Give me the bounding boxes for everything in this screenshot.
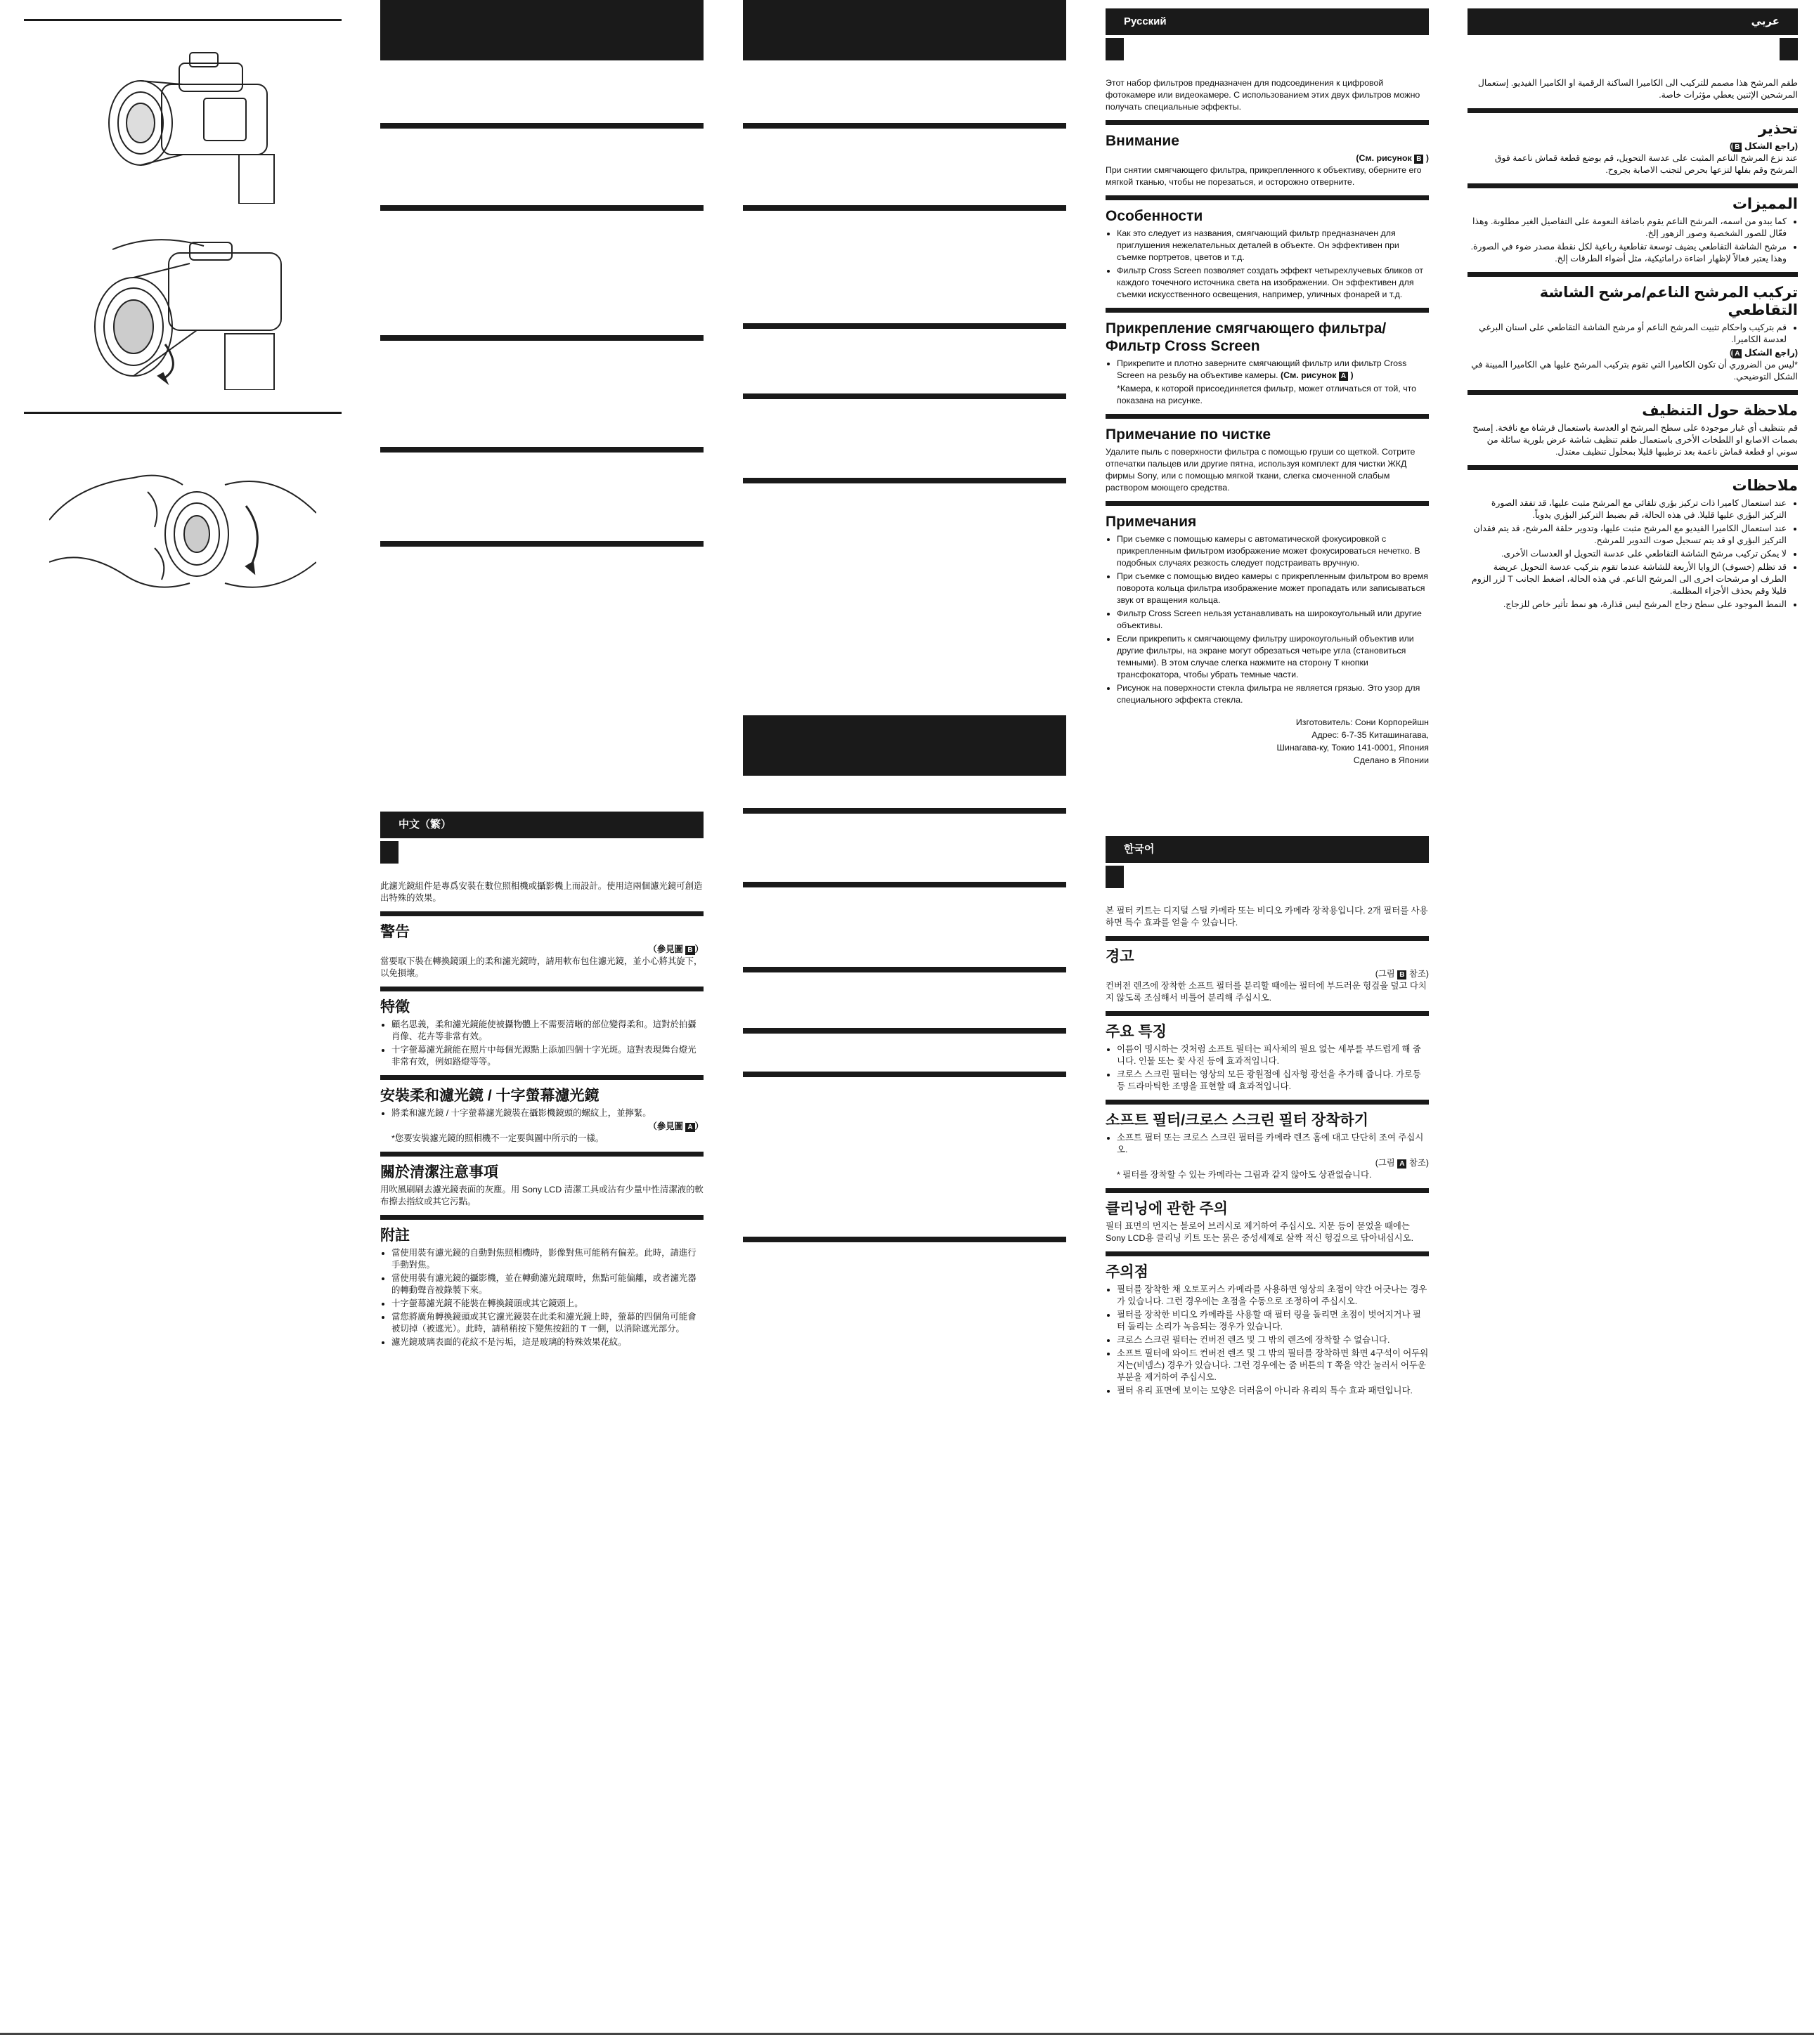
figure-a-box: A [1339,372,1348,381]
list-item: • 소프트 필터 또는 크로스 스크린 필터를 카메라 렌즈 홈에 대고 단단히 조여 주십시오. [1117,1132,1429,1156]
col2-section-rule-2 [380,205,704,211]
korean-cleaning-title: 클리닝에 관한 주의 [1106,1201,1228,1217]
russian-lang-tab [1106,38,1124,60]
chinese-lang-label: 中文（繁） [380,812,704,838]
arabic-section [1468,8,1798,612]
list-item: • عند استعمال كاميرا ذات تركيز بؤري تلقائي مع المرشح مثبت عليها، قد تفقد الصورة التركيز البؤري عليها قليلا. في هذه الحالة، قم بضبط التركيز البؤري يدوياً. [1468,497,1787,521]
list-item: • 當使用裝有濾光鏡的攝影機，並在轉動濾光鏡環時，焦點可能偏離，或者濾光器的轉動聲音被錄製下來。 [391,1272,704,1296]
russian-caution-text: При снятии смягчающего фильтра, прикрепленного к объективу, оберните его мягкой тканью, чтобы не порезаться, и осторожно отверните. [1106,165,1422,187]
ref-close: ） [694,944,704,954]
figure-a-box: A [1732,349,1742,358]
chinese-cleaning [380,1152,704,1208]
list-item: • عند استعمال الكاميرا الفيديو مع المرشح مثبت عليها، وتدوير حلقة المرشح، قد يتم فقدان التركيز البؤري او قد يتم تسجيل صوت التدوير للمرشح. [1468,523,1787,547]
col3-section-rule-4 [743,393,1066,399]
russian-notes-title: Примечания [1106,514,1197,530]
col3-lower-rule-2 [743,882,1066,887]
manufacturer-line: Сделано в Японии [1353,755,1429,765]
arabic-attach-title: تركيب المرشح الناعم/مرشح الشاشة التقاطعي [1539,285,1798,318]
col3-section-rule-2 [743,205,1066,211]
ref-text: (그림 [1375,1158,1395,1168]
korean-attach-note: * 필터를 장착할 수 있는 카메라는 그림과 같지 않아도 상관없습니다. [1117,1170,1372,1180]
col3-lower-rule-6 [743,1237,1066,1242]
list-item: • Фильтр Cross Screen нельзя устанавливать на широкоугольный или другие объективы. [1117,608,1429,632]
russian-lang-label: Русский [1106,8,1429,35]
russian-cleaning-text: Удалите пыль с поверхности фильтра с помощью груши со щеткой. Сотрите отпечатки пальцев или другие пятна, используя комплект для чистки ЖКД фирмы Sony, или с помощью мягкой ткани, слегка смоченной слабым раствором моющего средства. [1106,447,1415,493]
list-item: • مرشح الشاشة التقاطعي يضيف توسعة تقاطعية رباعية لكل نقطة مصدر ضوء في الصورة. وهذا يعتبر فعالاً لإظهار اضاءة دراماتيكية، مثل أضواء الطرقات إلخ. [1468,241,1787,265]
manufacturer-line: Изготовитель: Сони Корпорейшн [1295,717,1429,727]
chinese-cleaning-title: 關於清潔注意事項 [380,1164,498,1180]
arabic-cleaning [1468,390,1798,458]
russian-attach [1106,308,1429,407]
arabic-notes [1468,465,1798,611]
arabic-intro: طقم المرشح هذا مصمم للتركيب الى الكاميرا الساكنة الرقمية او الكاميرا الفيديو. إستعمال المرشحين الإثنين يعطي مؤثرات خاصة. [1477,78,1798,100]
ref-text: (그림 [1375,969,1395,979]
chinese-caution-ref [380,944,704,956]
russian-caution [1106,120,1429,188]
col3-section-rule-1 [743,123,1066,129]
mid-left-rule [24,412,342,414]
col2-section-rule-4 [380,447,704,453]
korean-caution-text: 컨버전 렌즈에 장착한 소프트 필터를 분리할 때에는 필터에 부드러운 헝겊을 덮고 다치지 않도록 조심해서 비틀어 분리해 주십시오. [1106,981,1427,1003]
list-item: • Рисунок на поверхности стекла фильтра не является грязью. Это узор для специального эффекта стекла. [1117,682,1429,706]
list-item: • 소프트 필터에 와이드 컨버전 렌즈 및 그 밖의 필터를 장착하면 화면 4구석이 어두워지는(비넴스) 경우가 있습니다. 그런 경우에는 줌 버튼의 T 쪽을 약간 눌러서 어두운 부분을 제거하여 주십시오. [1117,1348,1429,1384]
chinese-caution-title: 警告 [380,924,410,940]
russian-caution-ref: (См. рисунок B ) [1356,153,1429,163]
korean-lang-tab [1106,866,1124,888]
list-item: • 十字螢幕濾光鏡不能裝在轉換鏡頭或其它鏡頭上。 [391,1298,704,1310]
arabic-notes-title: ملاحظات [1732,478,1798,494]
col3-header-bar [743,0,1066,60]
ref-text: (راجع الشكل [1744,141,1798,151]
list-item: • 當您將廣角轉換鏡頭或其它濾光鏡裝在此柔和濾光鏡上時，螢幕的四個角可能會被切掉（被遮光）。此時，請稍稍按下變焦按鈕的 T 一側，以消除遮光部分。 [391,1311,704,1335]
russian-cleaning [1106,414,1429,494]
korean-cleaning [1106,1188,1429,1244]
arabic-cleaning-title: ملاحظة حول التنظيف [1642,403,1798,419]
korean-caution-ref [1106,968,1429,980]
ref-close: ） [694,1121,704,1131]
list-item: • 濾光鏡玻璃表面的花紋不是污垢，這是玻璃的特殊效果花紋。 [391,1336,704,1348]
chinese-caution-text: 當要取下裝在轉換鏡頭上的柔和濾光鏡時，請用軟布包住濾光鏡，並小心將其旋下，以免損壞。 [380,956,703,978]
russian-intro: Этот набор фильтров предназначен для подсоединения к цифровой фотокамере или видеокамере. С использованием этих двух фильтров можно получать специальные эффекты. [1106,78,1420,112]
arabic-attach [1468,272,1798,383]
russian-section [1106,8,1429,767]
arabic-caution-ref: (راجع الشكل B) [1730,141,1798,151]
list-item: • 十字螢幕濾光鏡能在照片中每個光源點上添加四個十字光斑。這對表現舞台燈光非常有效，例如路燈等等。 [391,1044,704,1068]
korean-lang-label: 한국어 [1106,836,1429,863]
list-item: • 크로스 스크린 필터는 컨버전 렌즈 및 그 밖의 렌즈에 장착할 수 없습니다. [1117,1334,1429,1346]
col3-lower-rule-5 [743,1072,1066,1077]
ref-text: (См. рисунок [1281,370,1337,380]
arabic-caution-title: تحذير [1758,121,1798,137]
list-item: • قم بتركيب واحكام تثبيت المرشح الناعم أو مرشح الشاشة التقاطعي على اسنان البرغي لعدسة الكاميرا. [1468,322,1787,346]
camera-filter-rotate-illustration [84,235,288,390]
chinese-lang-tab [380,841,399,864]
arabic-caution-text: عند نزع المرشح الناعم المثبت على عدسة التحويل، قم بوضع قطعة قماش ناعمة فوق المرشح وقم بفلها لتزعها بحرص لتجنب الاصابة بجروح. [1494,153,1798,175]
manufacturer-info [1106,716,1429,767]
col3-section-rule-5 [743,478,1066,483]
col2-section-rule-3 [380,335,704,341]
chinese-attach [380,1075,704,1145]
chinese-intro: 此濾光鏡組件是專爲安裝在數位照相機或攝影機上而設計。使用這兩個濾光鏡可創造出特殊的效果。 [380,881,703,903]
chinese-notes [380,1215,704,1348]
hands-removing-filter-illustration [49,443,316,604]
list-item: • Фильтр Cross Screen позволяет создать эффект четырехлучевых бликов от каждого точечного источника света на изображении. Он эффективен для съемки искусственного освещения, например, уличных фонарей и т.д. [1117,265,1429,301]
russian-features-title: Особенности [1106,208,1203,224]
arabic-caution [1468,108,1798,176]
figure-b-box: B [685,946,694,955]
korean-cleaning-text: 필터 표면의 먼지는 블로어 브러시로 제거하여 주십시오. 지문 등이 묻었을 때에는 Sony LCD용 클리닝 키트 또는 묽은 중성세제로 살짝 적신 헝겊으로 닦아내십시오. [1106,1221,1414,1243]
list-item: • Если прикрепить к смягчающему фильтру широкоугольный объектив или другие фильтры, на экране могут обрезаться четыре угла (становиться темными). В этом случае слегка нажмите на сторону T кнопки трансфокатора, чтобы убрать темные части. [1117,633,1429,681]
list-item: • 필터 유리 표면에 보이는 모양은 더러움이 아니라 유리의 특수 효과 패턴입니다. [1117,1385,1429,1397]
list-item: • قد تظلم (خسوف) الزوايا الأربعة للشاشة عندما تقوم بتركيب عدسة التحويل عريضة الطرف او مرشحات اخرى الى المرشح الناعم. في هذه الحالة، اضغط الجانب T لزر الزوم قليلا وقم بحذف الأجزاء المظلمة. [1468,561,1787,597]
list-item: • При съемке с помощью камеры с автоматической фокусировкой с прикрепленным фильтром изображение может фокусироваться нечетко. В подобных случаях резкость следует подстраивать вручную. [1117,533,1429,569]
figure-b-box: B [1732,143,1742,152]
col3-section-rule-3 [743,323,1066,329]
manufacturer-line: Адрес: 6-7-35 Киташинагава, [1311,730,1429,740]
korean-attach [1106,1100,1429,1181]
list-item: • النمط الموجود على سطح زجاج المرشح ليس قذارة، هو نمط تأثير خاص للزجاج. [1468,599,1787,611]
figure-b-box: B [1397,970,1406,979]
col2-section-rule-1 [380,123,704,129]
col3-lower-rule-4 [743,1028,1066,1034]
list-item: • 크로스 스크린 필터는 영상의 모든 광원점에 십자형 광선을 추가해 줍니다. 가로등 등 드라마틱한 조명을 표현할 때 효과적입니다. [1117,1069,1429,1093]
bottom-edge-strip [0,2033,1814,2035]
arabic-attach-note: *ليس من الضروري أن تكون الكاميرا التي تقوم بتركيب المرشح عليها هي الكاميرا المبينة في الشكل التوضيحي. [1471,360,1798,382]
chinese-caution [380,911,704,979]
russian-caution-title: Внимание [1106,133,1179,149]
russian-notes [1106,501,1429,706]
chinese-attach-ref [380,1121,704,1133]
list-item: • Прикрепите и плотно заверните смягчающий фильтр или фильтр Cross Screen на резьбу на объективе камеры. (См. рисунок A ) [1117,358,1429,382]
arabic-attach-ref: (راجع الشكل A) [1730,348,1798,358]
korean-attach-title: 소프트 필터/크로스 스크린 필터 장착하기 [1106,1112,1369,1128]
list-item: • При съемке с помощью видео камеры с прикрепленным фильтром во время поворота кольца фильтра изображение может пропадать или записываться звук от вращения кольца. [1117,571,1429,606]
col3-lower-rule-1 [743,808,1066,814]
arabic-lang-label: عربي [1468,8,1798,35]
ref-text: （參見圖 [648,1121,683,1131]
manufacturer-line: Шинагава-ку, Токио 141-0001, Япония [1276,743,1429,753]
list-item: • كما يبدو من اسمه، المرشح الناعم يقوم باضافة النعومة على التفاصيل الغير مطلوبة. وهذا فعّال للصور الشخصية وصور الزهور إلخ. [1468,216,1787,240]
russian-attach-note: *Камера, к которой присоединяется фильтр, может отличаться от той, что показана на рисунке. [1117,384,1417,405]
arabic-features [1468,183,1798,265]
col3-lower-header-bar [743,715,1066,776]
chinese-section [380,812,704,1350]
ref-text: (راجع الشكل [1744,348,1798,358]
list-item: • لا يمكن تركيب مرشح الشاشة التقاطعي على عدسة التحويل او العدسات الأخرى. [1468,548,1787,560]
list-item: • 필터를 장착한 채 오토포커스 카메라를 사용하면 영상의 초점이 약간 어긋나는 경우가 있습니다. 그런 경우에는 초점을 수동으로 조정하여 주십시오. [1117,1284,1429,1308]
korean-caution [1106,936,1429,1004]
korean-features-title: 주요 특징 [1106,1024,1167,1040]
chinese-features [380,987,704,1068]
russian-attach-title: Прикрепление смягчающего фильтра/Фильтр Cross Screen [1106,320,1387,354]
korean-intro: 본 필터 키트는 디지털 스틸 카메라 또는 비디오 카메라 장착용입니다. 2개 필터를 사용하면 특수 효과를 얻을 수 있습니다. [1106,906,1428,927]
ref-close: 참조) [1408,1158,1429,1168]
russian-cleaning-title: Примечание по чистке [1106,427,1271,443]
col2-header-bar [380,0,704,60]
ref-text: (См. рисунок [1356,153,1412,163]
korean-attach-ref [1106,1157,1429,1169]
chinese-features-title: 特徵 [380,999,410,1015]
col3-lower-rule-3 [743,967,1066,972]
arabic-cleaning-text: قم بتنظيف أي غبار موجودة على سطح المرشح او العدسة باستعمال فرشاة مع نافخة. إمسح بصمات الاصابع او اللطخات الأخرى باستعمال طقم تنظيف شاشة عرض بلورية سائلة من سوني او قطعة قماش ناعمة بعد ترطيبها قليلا بمحلول تنظيف معتدل. [1472,423,1798,457]
arabic-features-title: المميزات [1732,196,1798,212]
chinese-attach-title: 安裝柔和濾光鏡 / 十字螢幕濾光鏡 [380,1088,600,1104]
list-item: • 顧名思義，柔和濾光鏡能使被攝物體上不需要清晰的部位變得柔和。這對於拍攝肖像、花卉等非常有效。 [391,1019,704,1043]
list-item: • 將柔和濾光鏡 / 十字螢幕濾光鏡裝在攝影機鏡頭的螺紋上，並擰緊。 [391,1107,704,1119]
camera-with-filter-illustration [84,49,281,204]
arabic-lang-tab [1780,38,1798,60]
russian-features [1106,195,1429,301]
list-item: • Как это следует из названия, смягчающий фильтр предназначен для приглушения нежелательных деталей в объекте. Он эффективен при съемке портретов, цветов и т.д. [1117,228,1429,263]
korean-notes-title: 주의점 [1106,1264,1148,1280]
list-item: • 當使用裝有濾光鏡的自動對焦照相機時，影像對焦可能稍有偏差。此時，請進行手動對焦。 [391,1247,704,1271]
korean-features [1106,1011,1429,1093]
top-left-rule [24,19,342,21]
figure-b-box: B [1414,155,1423,164]
chinese-notes-title: 附註 [380,1228,410,1244]
ref-text: （參見圖 [648,944,683,954]
attach-item-text: Прикрепите и плотно заверните смягчающий фильтр или фильтр Cross Screen на резьбу на объективе камеры. [1117,358,1407,380]
list-item: • 이름이 명시하는 것처럼 소프트 필터는 피사체의 필요 없는 세부를 부드럽게 해 줍니다. 인물 또는 꽃 사진 등에 효과적입니다. [1117,1043,1429,1067]
chinese-cleaning-text: 用吹風刷刷去濾光鏡表面的灰塵。用 Sony LCD 清潔工具或沾有少量中性清潔液的軟布擦去指紋或其它污點。 [380,1185,704,1206]
figure-a-box: A [685,1123,694,1132]
korean-section [1106,836,1429,1398]
chinese-attach-note: *您要安裝濾光鏡的照相機不一定要與圖中所示的一樣。 [391,1133,604,1143]
korean-caution-title: 경고 [1106,949,1134,965]
korean-notes [1106,1251,1429,1397]
col2-section-rule-5 [380,541,704,547]
ref-close: 참조) [1408,969,1429,979]
figure-a-box: A [1397,1159,1406,1169]
list-item: • 필터를 장착한 비디오 카메라를 사용할 때 필터 링을 돌리면 초점이 벗어지거나 필터 돌리는 소리가 녹음되는 경우가 있습니다. [1117,1309,1429,1333]
